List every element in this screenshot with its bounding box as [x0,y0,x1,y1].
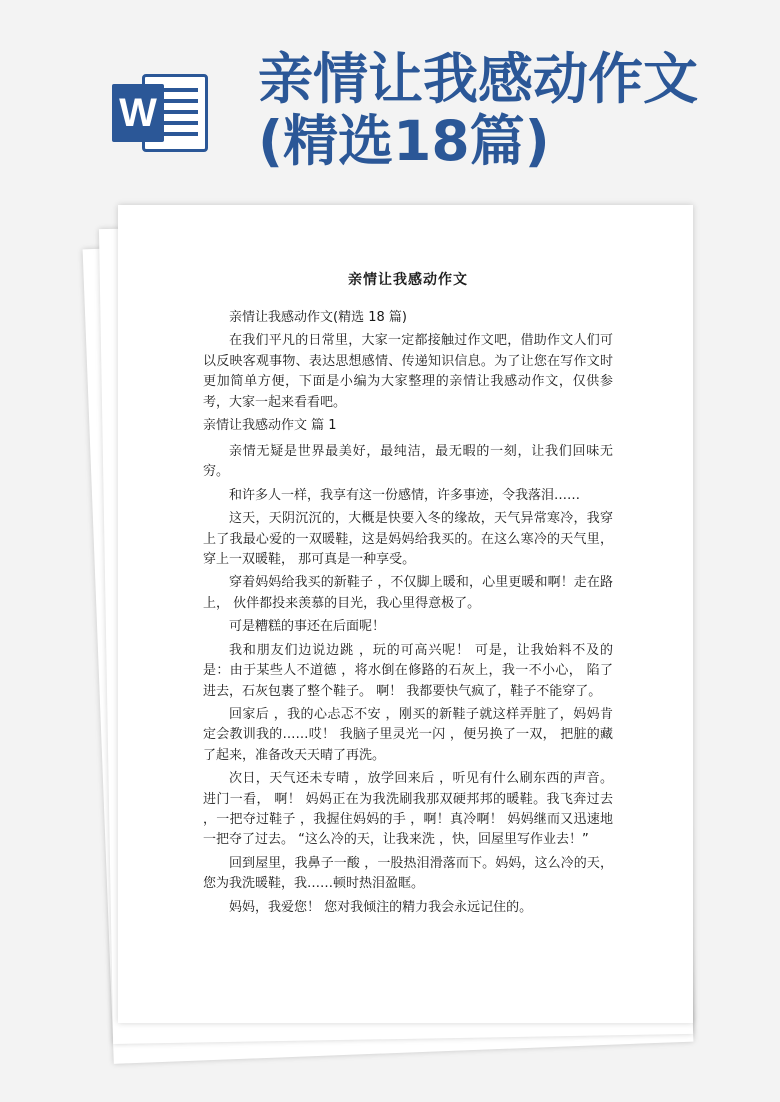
body-paragraph: 这天，天阴沉沉的，大概是快要入冬的缘故，天气异常寒冷，我穿上了我最心爱的一双暖鞋，这是妈妈给我买的。在这么寒冷的天气里，穿上一双暖鞋， 那可真是一种享受。 [203,511,613,568]
body-paragraph: 亲情无疑是世界最美好，最纯洁，最无暇的一刻，让我们回味无穷。 [203,444,613,480]
body-paragraph: 回家后 ，我的心忐忑不安 ，刚买的新鞋子就这样弄脏了，妈妈肯定会教训我的……哎！ 我脑子里灵光一闪 ，便另换了一双， 把脏的藏了起来，准备改天天晴了再洗。 [203,706,613,763]
word-letter-icon: W [112,84,164,142]
body-paragraph: 次日，天气还未专晴 ，放学回来后 ，听见有什么刷东西的声音。进门一看， 啊！ 妈妈正在为我洗刷我那双硬邦邦的暖鞋。我飞奔过去 ，一把夺过鞋子 ，我握住妈妈的手 ，啊！真冷啊！ 妈妈继而又迅速地一把夺了过去。 “这么冷的天，让我来洗 ，快，回屋里写作业去！” [203,771,613,848]
page-title [258,48,758,172]
page-title-line-2: (精选18篇) [258,109,550,173]
intro-paragraph: 亲情让我感动作文(精选 18 篇) [229,310,407,325]
word-logo [112,70,212,156]
section-heading: 亲情让我感动作文 篇 1 [203,418,337,434]
intro-paragraph: 在我们平凡的日常里，大家一定都接触过作文吧，借助作文人们可以反映客观事物、表达思想感情、传递知识信息。为了让您在写作文时更加简单方便，下面是小编为大家整理的亲情让我感动作文，仅供参考，大家一起来看看吧。 [203,333,613,410]
body-paragraph: 妈妈，我爱您！ 您对我倾注的精力我会永远记住的。 [229,899,533,915]
body-paragraph: 我和朋友们边说边跳 ，玩的可高兴呢！ 可是，让我始料不及的是：由于某些人不道德 ，将水倒在修路的石灰上，我一不小心， 陷了进去，石灰包裹了整个鞋子。 啊！ 我都要快气疯了，鞋子不能穿了。 [203,642,613,699]
body-paragraph: 和许多人一样，我享有这一份感情，许多事迹，令我落泪…… [229,487,581,503]
body-paragraph: 可是糟糕的事还在后面呢！ [229,619,386,635]
body-paragraph: 穿着妈妈给我买的新鞋子 ，不仅脚上暖和，心里更暖和啊！走在路上， 伙伴都投来羡慕的目光，我心里得意极了。 [203,575,613,611]
body-paragraph: 回到屋里，我鼻子一酸 ，一股热泪滑落而下。妈妈，这么冷的天，您为我洗暖鞋，我……顿时热泪盈眶。 [203,855,613,892]
document-title: 亲情让我感动作文 [348,272,468,288]
page-title-line-1: 亲情让我感动作文 [258,47,699,111]
document-content [203,270,613,921]
